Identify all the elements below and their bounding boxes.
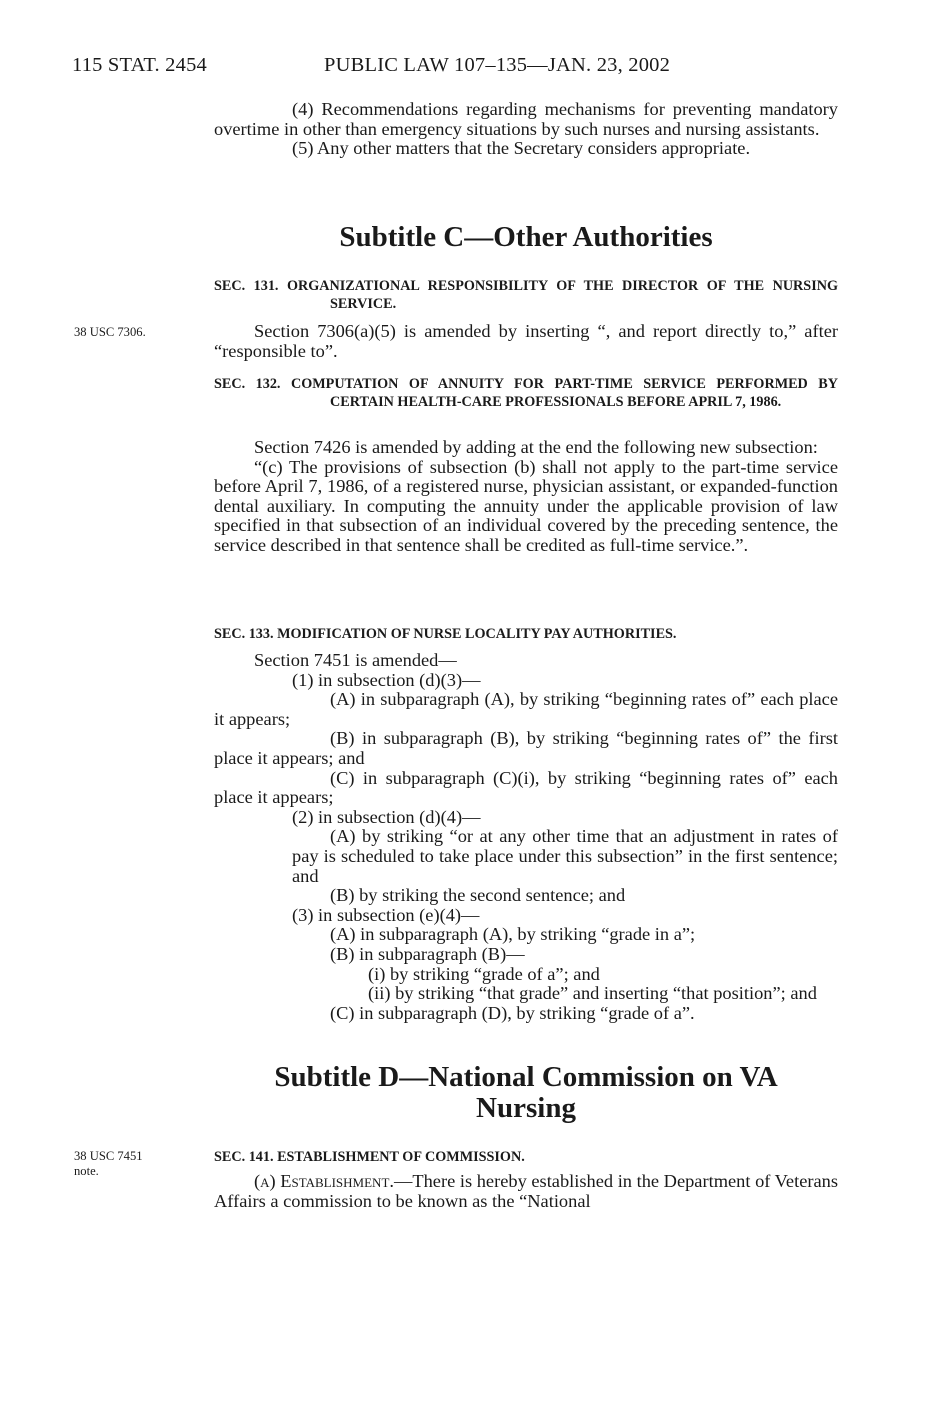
sec-133-heading: SEC. 133. MODIFICATION OF NURSE LOCALITY PAY AUTHORITIES. [214,626,677,642]
sec-141-body [214,1172,838,1211]
sec-132-heading: SEC. 132. COMPUTATION OF ANNUITY FOR PART-TIME SERVICE PERFORMED BY CERTAIN HEALTH-CARE PROFESSIONALS BEFORE APRIL 7, 1986. [214,376,838,410]
item-5: (5) Any other matters that the Secretary considers appropriate. [292,138,751,159]
sec-131-body: Section 7306(a)(5) is amended by inserting “, and report directly to,” after “responsible to”. [214,321,838,361]
subtitle-c-heading: Subtitle C—Other Authorities [339,221,713,253]
para-3-C: (C) in subparagraph (D), by striking “grade of a”. [330,1002,695,1023]
stat-page-number: 115 STAT. 2454 [72,54,207,76]
sec-133-body [214,651,838,1023]
para-1-B: (B) in subparagraph (B), by striking “beginning rates of” the first place it appears; and [214,728,838,768]
sec-131-margin-note: 38 USC 7306. [74,325,146,339]
para-3: (3) in subsection (e)(4)— [292,904,480,925]
subtitle-d-heading: Subtitle D—National Commission on VA Nursing [274,1061,778,1124]
sec-131-heading: SEC. 131. ORGANIZATIONAL RESPONSIBILITY OF THE DIRECTOR OF THE NURSING SERVICE. [214,278,838,312]
sec-132-body [214,438,838,556]
para-3-B-i: (i) by striking “grade of a”; and [368,963,600,984]
sec-133-intro: Section 7451 is amended— [254,650,457,670]
sec-141-heading: SEC. 141. ESTABLISHMENT OF COMMISSION. [214,1149,525,1165]
para-2-A: (A) by striking “or at any other time that an adjustment in rates of pay is scheduled to take place under this subsection” in the first sentence; and [292,826,838,886]
carryover-items [214,100,838,159]
para-1-C: (C) in subparagraph (C)(i), by striking “beginning rates of” each place it appears; [214,767,838,808]
para-3-A: (A) in subparagraph (A), by striking “grade in a”; [330,924,696,945]
sec-141-text: —There is hereby established in the Department of Veterans Affairs a commission to be known as the “National [214,1171,838,1211]
para-1: (1) in subsection (d)(3)— [292,669,481,690]
item-4: (4) Recommendations regarding mechanisms for preventing mandatory overtime in other than emergency situations by such nurses and nursing assistants. [214,99,838,139]
para-1-A: (A) in subparagraph (A), by striking “beginning rates of” each place it appears; [214,689,838,729]
sec-132-intro: Section 7426 is amended by adding at the end the following new subsection: [254,437,818,457]
sec-141-label: (a) Establishment. [254,1171,394,1191]
para-2-B: (B) by striking the second sentence; and [330,885,626,906]
page-header [72,54,840,84]
para-3-B: (B) in subparagraph (B)— [330,943,525,964]
para-3-B-ii: (ii) by striking “that grade” and inserting “that position”; and [368,983,817,1004]
law-title: PUBLIC LAW 107–135—JAN. 23, 2002 [324,54,671,76]
sec-132-quote: “(c) The provisions of subsection (b) shall not apply to the part-time service before April 7, 1986, of a registered nurse, physician assistant, or expanded-function dental auxiliary. In computing the annuity under the applicable provision of law specified in that subsection of an individual covered by the preceding sentence, the service described in that sentence shall be credited as full-time service.”. [214,456,838,555]
sec-141-margin-note: 38 USC 7451 note. [74,1149,143,1178]
para-2: (2) in subsection (d)(4)— [292,806,481,827]
